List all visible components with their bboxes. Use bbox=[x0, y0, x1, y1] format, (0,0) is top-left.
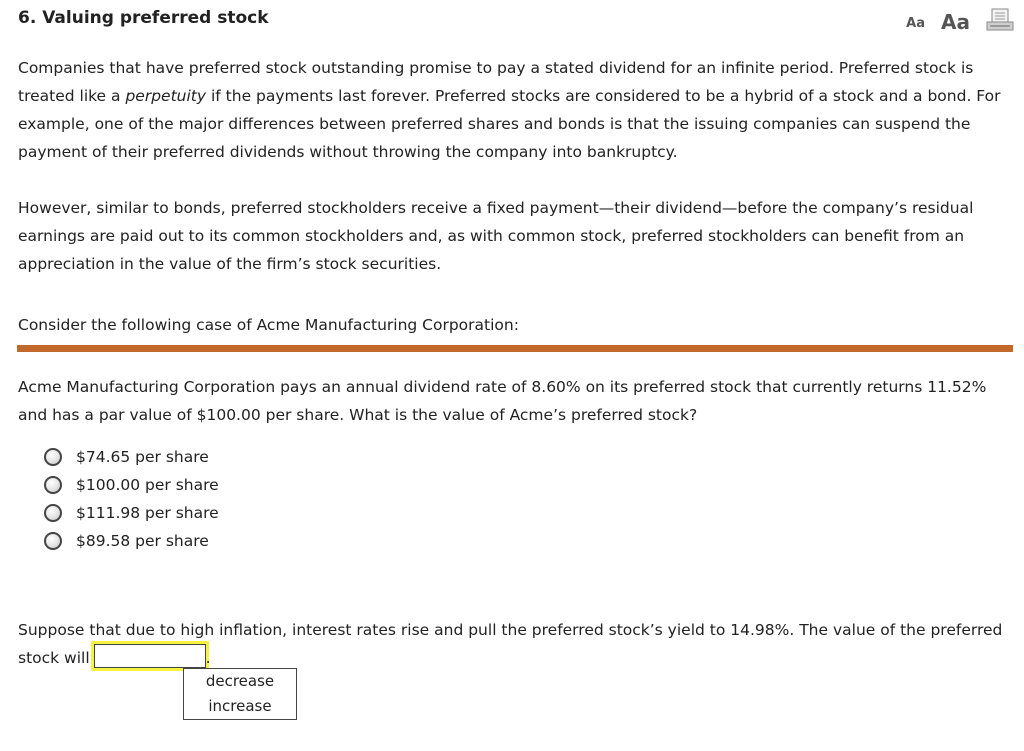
case-intro: Consider the following case of Acme Manufacturing Corporation: bbox=[18, 316, 519, 334]
answer-options bbox=[44, 443, 219, 555]
increase-font-button[interactable]: Aa bbox=[941, 10, 970, 34]
section-divider bbox=[17, 345, 1013, 352]
radio-button[interactable] bbox=[44, 504, 62, 522]
option-1[interactable] bbox=[44, 443, 219, 471]
perpetuity-term: perpetuity bbox=[125, 87, 207, 105]
option-label: $111.98 per share bbox=[76, 504, 219, 522]
radio-button[interactable] bbox=[44, 476, 62, 494]
question-title: 6. Valuing preferred stock bbox=[18, 8, 269, 28]
toolbar bbox=[906, 8, 1014, 32]
dropdown-menu bbox=[183, 668, 297, 720]
question-2-text bbox=[18, 616, 1013, 672]
question-2-suffix: . bbox=[205, 649, 211, 667]
intro-paragraph-1 bbox=[18, 54, 1013, 166]
question-1-text: Acme Manufacturing Corporation pays an annual dividend rate of 8.60% on its preferred stock that currently returns 11.52% and has a par value of $100.00 per share. What is the value of Acme’s preferred stock? bbox=[18, 378, 987, 424]
option-label: $74.65 per share bbox=[76, 448, 209, 466]
answer-dropdown-select[interactable] bbox=[94, 644, 206, 668]
intro-text-1: Companies that have preferred stock outstanding promise to pay a stated dividend for an infinite period. Preferred stock is treated like a bbox=[18, 59, 974, 105]
option-2[interactable] bbox=[44, 471, 219, 499]
print-icon[interactable] bbox=[986, 8, 1014, 32]
option-3[interactable] bbox=[44, 499, 219, 527]
option-label: $100.00 per share bbox=[76, 476, 219, 494]
intro-text-2: if the payments last forever. Preferred stocks are considered to be a hybrid of a stock and a bond. For example, one of the major differences between preferred shares and bonds is that the issuing companies can suspend the payment of their preferred dividends without throwing the company into bankruptcy. bbox=[18, 87, 1001, 161]
radio-button[interactable] bbox=[44, 448, 62, 466]
dropdown-option-decrease[interactable]: decrease bbox=[205, 672, 275, 690]
decrease-font-button[interactable]: Aa bbox=[906, 16, 926, 31]
option-label: $89.58 per share bbox=[76, 532, 209, 550]
dropdown-option-increase[interactable]: increase bbox=[208, 697, 272, 715]
question-2-prefix: Suppose that due to high inflation, interest rates rise and pull the preferred stock’s yield to 14.98%. The value of the preferred stock will bbox=[18, 621, 1003, 667]
radio-button[interactable] bbox=[44, 532, 62, 550]
option-4[interactable] bbox=[44, 527, 219, 555]
intro-paragraph-2: However, similar to bonds, preferred stockholders receive a fixed payment—their dividend—before the company’s residual earnings are paid out to its common stockholders and, as with common stock, preferred stockholders can benefit from an appreciation in the value of the firm’s stock securities. bbox=[18, 199, 974, 273]
header bbox=[18, 8, 1014, 34]
